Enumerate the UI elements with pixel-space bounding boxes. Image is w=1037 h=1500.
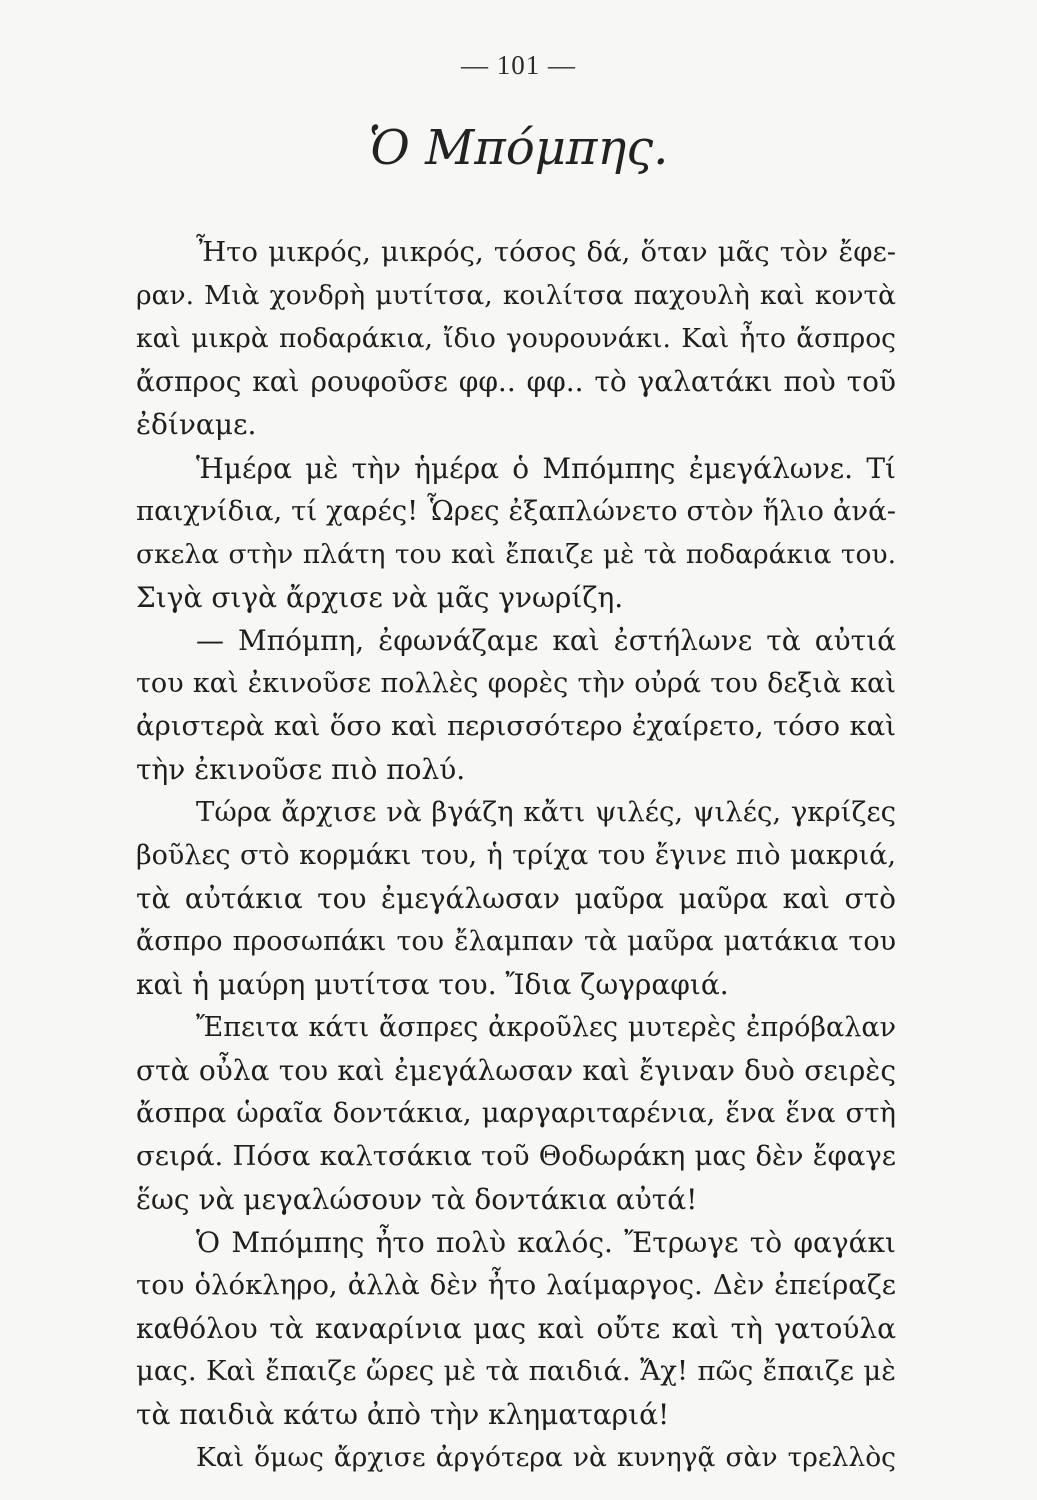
text-line: ἀριστερὰ καὶ ὅσο καὶ περισσότερο ἐχαίρετο, τόσο καὶ (136, 710, 896, 742)
text-line: βοῦλες στὸ κορμάκι του, ἡ τρίχα του ἔγινε πιὸ μακριά, (136, 840, 896, 871)
text-line: σειρά. Πόσα καλτσάκια τοῦ Θοδωράκη μας δὲν ἔφαγε (136, 1140, 896, 1172)
text-line: καὶ ἡ μαύρη μυτίτσα του. Ἴδια ζωγραφιά. (136, 968, 729, 1001)
text-line: τὰ αὐτάκια του ἐμεγάλωσαν μαῦρα μαῦρα καὶ στὸ (136, 882, 896, 915)
text-line: ραν. Μιὰ χονδρὴ μυτίτσα, κοιλίτσα παχουλὴ καὶ κοντὰ (136, 280, 896, 311)
text-line: Τώρα ἄρχισε νὰ βγάζη κἄτι ψιλές, ψιλές, γκρίζες (196, 796, 896, 828)
text-line: — Μπόμπη, ἐφωνάζαμε καὶ ἐστήλωνε τὰ αὐτιά (196, 624, 896, 657)
text-line: τὴν ἐκινοῦσε πιὸ πολύ. (136, 753, 466, 786)
text-line: τὰ παιδιὰ κάτω ἀπὸ τὴν κληματαριά! (136, 1398, 670, 1431)
text-line: Ὁ Μπόμπης ἦτο πολὺ καλός. Ἔτρωγε τὸ φαγάκι (196, 1226, 896, 1259)
text-line: του ὁλόκληρο, ἀλλὰ δὲν ἦτο λαίμαργος. Δὲν ἐπείραζε (136, 1269, 896, 1301)
text-line: μας. Καὶ ἔπαιζε ὥρες μὲ τὰ παιδιά. Ἄχ! πῶς ἔπαιζε μὲ (136, 1355, 896, 1387)
text-line: Ἔπειτα κάτι ἄσπρες ἀκροῦλες μυτερὲς ἐπρόβαλαν (196, 1012, 896, 1043)
text-line: Καὶ ὅμως ἄρχισε ἀργότερα νὰ κυνηγᾷ σὰν τρελλὸς (196, 1442, 896, 1473)
text-line: στὰ οὖλα του καὶ ἐμεγάλωσαν καὶ ἔγιναν δυὸ σειρὲς (136, 1054, 896, 1087)
text-line: καθόλου τὰ καναρίνια μας καὶ οὔτε καὶ τὴ γατούλα (136, 1312, 896, 1345)
text-line: καὶ μικρὰ ποδαράκια, ἴδιο γουρουνάκι. Καὶ ἦτο ἄσπρος (136, 323, 896, 354)
text-line: παιχνίδια, τί χαρές! Ὧρες ἐξαπλώνετο στὸν ἥλιο ἀνά- (136, 495, 896, 527)
text-line: Σιγὰ σιγὰ ἄρχισε νὰ μᾶς γνωρίζη. (136, 581, 624, 614)
text-line: Ἦτο μικρός, μικρός, τόσος δά, ὅταν μᾶς τὸν ἔφε- (196, 236, 896, 268)
text-line: ἄσπρος καὶ ρουφοῦσε φφ.. φφ.. τὸ γαλατάκι ποὺ τοῦ (136, 365, 896, 398)
body-text (0, 230, 1037, 1480)
chapter-title: Ὁ Μπόμπης. (368, 120, 669, 176)
text-line: του καὶ ἐκινοῦσε πολλὲς φορὲς τὴν οὐρά του δεξιὰ καὶ (136, 668, 896, 699)
text-line: ἕως νὰ μεγαλώσουν τὰ δοντάκια αὐτά! (136, 1183, 698, 1216)
text-line: ἄσπρα ὡραῖα δοντάκια, μαργαριταρένια, ἕνα ἕνα στὴ (136, 1097, 896, 1129)
text-line: Ἡμέρα μὲ τὴν ἡμέρα ὁ Μπόμπης ἐμεγάλωνε. Τί (196, 452, 896, 485)
text-line: ἄσπρο προσωπάκι του ἔλαμπαν τὰ μαῦρα ματάκια του (136, 926, 896, 957)
text-line: σκελα στὴν πλάτη του καὶ ἔπαιζε μὲ τὰ ποδαράκια του. (136, 539, 896, 570)
text-line: ἐδίναμε. (136, 408, 257, 441)
page-number: — 101 — (461, 50, 576, 80)
